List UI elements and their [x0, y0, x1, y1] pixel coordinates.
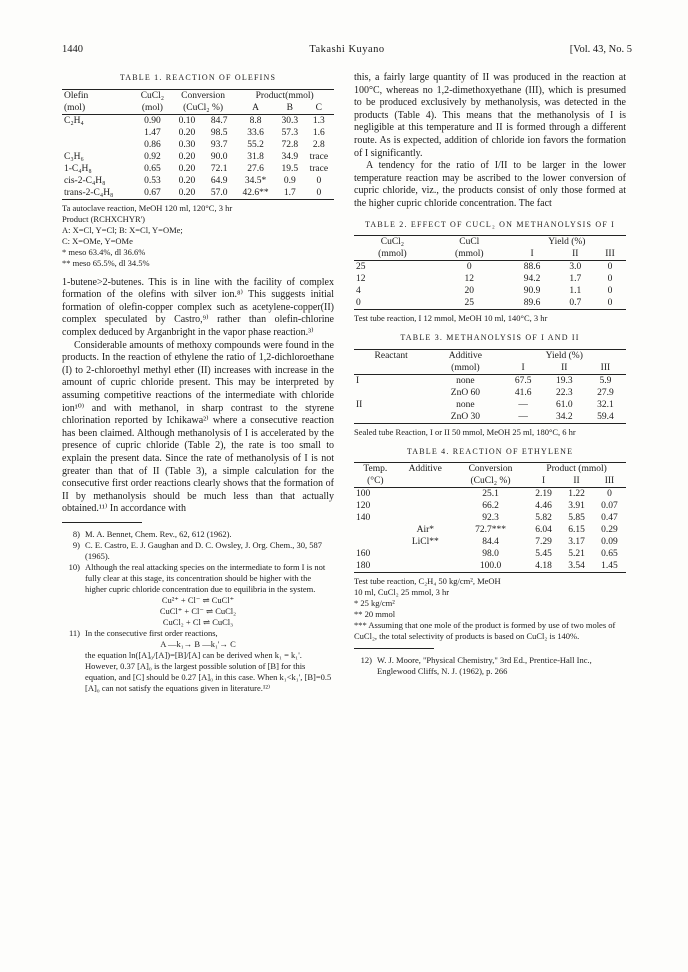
footnote: 10) Although the real attacking species on the intermediate to form I is not fully clear at this stage, its concentration should be higher with the higher cupric chloride concentration due to equilibria in the system. — [68, 561, 326, 594]
table-cell: 57.3 — [281, 127, 299, 138]
table-cell: 94.2 — [523, 274, 541, 285]
table-cell — [354, 387, 428, 399]
footnote: 9) C. E. Castro, E. J. Gaughan and D. C. Owsley, J. Org. Chem., 30, 587 (1965). — [72, 539, 323, 561]
table-row — [354, 399, 626, 411]
table-cell: 0.47 — [601, 513, 618, 524]
table-row — [62, 163, 334, 175]
table-cell — [354, 411, 428, 424]
table-cell: 4.18 — [535, 561, 552, 572]
table-cell: trace — [309, 163, 329, 174]
table-cell: C₂H₄ — [64, 115, 84, 126]
table4-title: TABLE 4. REACTION OF ETHYLENE — [406, 446, 574, 456]
table-cell: 3.91 — [568, 501, 585, 512]
footnote: 12) W. J. Moore, "Physical Chemistry," 3rd Ed., Prentice-Hall Inc., Englewood Cliffs, N. J. (1962), p. 266 — [360, 655, 592, 677]
table-cell: 57.0 — [210, 187, 228, 198]
table2-head: CuCl₂ — [380, 237, 405, 248]
table-cell: 0.86 — [144, 139, 161, 150]
table-cell: 90.9 — [523, 286, 541, 297]
table4-subhead: (°C) — [367, 476, 384, 487]
table-cell: 1.45 — [601, 561, 618, 572]
table4-subhead: III — [604, 476, 615, 487]
table-cell: 34.5* — [244, 175, 267, 186]
table1-subhead: (mol) — [141, 102, 163, 113]
table1-subhead: C — [315, 102, 323, 113]
table-note: Test tube reaction, C₂H₄ 50 kg/cm², MeOH — [354, 576, 501, 587]
table3-notes — [354, 427, 626, 438]
table-cell: 25 — [464, 298, 475, 309]
table-cell: 0.09 — [601, 537, 618, 548]
table2-subhead: III — [605, 249, 615, 260]
table-cell: 160 — [356, 549, 371, 560]
table-cell — [354, 536, 397, 548]
table-note: Ta autoclave reaction, MeOH 120 ml, 120°C, 3 hr — [62, 202, 233, 213]
table1-subhead: B — [286, 102, 293, 113]
table-cell: 0.67 — [144, 187, 161, 198]
table-cell: 100 — [356, 489, 371, 500]
table-row — [62, 151, 334, 163]
table-cell: 88.6 — [523, 262, 541, 273]
table-cell: 34.2 — [555, 411, 573, 422]
table-cell: 0 — [607, 274, 613, 285]
table-cell: 27.9 — [597, 387, 614, 398]
paragraph: A tendency for the ratio of I/II to be larger in the lower temperature reaction may be ascribed to the lower conversion of cupric chloride, viz., the products consist of only those formed at the higher cupric chloride concentration. The fact — [354, 160, 626, 209]
table-cell: 5.21 — [568, 549, 585, 560]
table-cell: 98.5 — [210, 127, 228, 138]
table1-notes — [62, 203, 334, 269]
table-cell: I — [356, 375, 360, 386]
table-cell: cis-2-C₄H₈ — [64, 175, 106, 186]
table-cell: 4 — [356, 286, 361, 297]
table-cell: C₃H₆ — [64, 151, 84, 162]
table-note: * meso 63.4%, dl 36.6% — [62, 246, 146, 257]
table-cell: 27.6 — [247, 163, 264, 174]
volume-label: [Vol. 43, No. 5 — [569, 44, 632, 55]
paragraph: Considerable amounts of methoxy compounds were found in the products. In the reaction of ethylene the ratio of 1,2-dichloroethane (I) to 2-chloroethyl methyl ether (II) increases with increase in the amount of cupric chloride present. This may be interpreted by assuming competitive reactions of the intermediate with chloride ion¹⁰⁾ and with methanol, in sharp contrast to the styrene chlorination reported by Ichikawa²⁾ where a consecutive reaction has been claimed. Although methanolysis of I is accelerated by the presence of cupric chloride (Table 2), the rate is too small to explain the present data. Since the rate of methanolysis of I is not greater than that of II (Table 3), a simple calculation for the consecutive first order reactions clearly shows that the formation of II by methanolysis should be much less than that actually obtained.¹¹⁾ In accordance with — [62, 339, 334, 515]
table-cell — [397, 488, 454, 501]
table-note: Product (RCHXCHYR') — [62, 213, 145, 224]
footnote-rule — [62, 522, 142, 523]
table-cell — [62, 127, 134, 139]
table-cell: trace — [309, 151, 329, 162]
running-author: Takashi Kuyano — [309, 44, 385, 55]
table-cell: 5.82 — [535, 513, 552, 524]
table-cell: 0 — [466, 262, 472, 273]
table-cell: 1.1 — [569, 286, 582, 297]
table-cell: 5.85 — [568, 513, 585, 524]
table4-subhead — [397, 475, 454, 488]
table-row — [354, 512, 626, 524]
table-cell: 5.9 — [599, 375, 612, 386]
table3-subhead: II — [561, 362, 568, 373]
table-cell: 0.20 — [178, 151, 196, 162]
right-column — [354, 72, 626, 677]
table-cell: trans-2-C₄H₈ — [64, 187, 114, 198]
table3-subhead: III — [600, 362, 611, 373]
table-cell: 19.3 — [555, 375, 573, 386]
table-cell: 84.7 — [210, 115, 228, 126]
table-cell: 64.9 — [210, 175, 228, 186]
table-cell — [397, 560, 454, 573]
table-cell: 180 — [356, 561, 371, 572]
table-cell: 12 — [464, 274, 475, 285]
table-cell: 32.1 — [597, 399, 614, 410]
table-cell: 25.1 — [482, 489, 499, 500]
table-cell: 0.20 — [178, 187, 196, 198]
table-cell — [397, 500, 454, 512]
footnote-rule — [354, 648, 434, 649]
paragraph: 1-butene>2-butenes. This is in line with the facility of complex formation of the olefins with silver ion.⁸⁾ This suggests initial formation of olefin-copper complex such as acetylene-copper(II) complex speculated by Castro,⁹⁾ rather than olefin-chlorine complex deduced by Arganbright in the vapor phase reaction.³⁾ — [62, 276, 334, 338]
table-cell: — — [518, 411, 528, 422]
table3-subhead — [354, 362, 428, 375]
right-body-text — [354, 72, 626, 211]
table-cell: 0.90 — [144, 115, 161, 126]
table3-subhead: (mmol) — [451, 362, 480, 373]
table-note: C: X=OMe, Y=OMe — [62, 235, 133, 246]
table-cell: 0.10 — [178, 115, 196, 126]
table-cell: 0.9 — [283, 175, 296, 186]
table-cell: 33.6 — [247, 127, 264, 138]
table4-head: Conversion — [468, 464, 513, 475]
table-row — [354, 285, 626, 297]
table2-subhead: II — [572, 249, 579, 260]
table3 — [354, 349, 626, 424]
table4-head: Temp. — [363, 464, 388, 475]
table-cell: 0.53 — [144, 175, 161, 186]
table-cell: 0 — [607, 489, 612, 500]
table-note: Sealed tube Reaction, I or II 50 mmol, MeOH 25 ml, 180°C, 6 hr — [354, 426, 576, 437]
reaction-scheme: A —k₁→ B —k₁'→ C — [160, 638, 236, 649]
table2-subhead: (mmol) — [455, 249, 484, 260]
table2-head: CuCl — [459, 237, 480, 248]
table-cell: 84.4 — [482, 537, 499, 548]
table1-head: CuCl₂ — [140, 90, 165, 101]
table-cell: 19.5 — [281, 163, 299, 174]
table4 — [354, 462, 626, 573]
table1-title: TABLE 1. REACTION OF OLEFINS — [119, 73, 277, 82]
table-cell: 0 — [356, 298, 361, 309]
table-cell: 31.8 — [247, 151, 264, 162]
table-cell: 0 — [607, 286, 613, 297]
table-cell: 59.4 — [597, 411, 614, 422]
table-note: ** 20 mmol — [354, 609, 396, 620]
table-cell: 93.7 — [210, 139, 228, 150]
table-cell: none — [456, 399, 475, 410]
table-cell: 61.0 — [555, 399, 573, 410]
table-cell: 3.17 — [568, 537, 585, 548]
table4-subhead: II — [573, 476, 580, 487]
table-cell: 42.6** — [242, 187, 269, 198]
table-cell: 3.54 — [568, 561, 585, 572]
table-cell: 0.30 — [178, 139, 196, 150]
table-cell: 3.0 — [569, 262, 582, 273]
table-row — [354, 488, 626, 501]
table3-title: TABLE 3. METHANOLYSIS OF I AND II — [400, 333, 580, 343]
table-cell: 120 — [356, 501, 371, 512]
table-cell: 72.1 — [210, 163, 228, 174]
table1-body — [62, 114, 334, 199]
table-row — [354, 560, 626, 573]
table3-head: Yield (%) — [545, 350, 583, 361]
table-cell: 1.6 — [312, 127, 325, 138]
table-cell: 1.22 — [568, 489, 585, 500]
table-cell: 0.07 — [601, 501, 618, 512]
table-row — [62, 127, 334, 139]
left-column — [62, 72, 334, 694]
table-cell: none — [456, 375, 475, 386]
table1-subhead: (CuCl₂ %) — [183, 102, 224, 113]
table-note: ** meso 65.5%, dl 34.5% — [62, 257, 150, 268]
table-cell: 66.2 — [482, 501, 499, 512]
table-note: 10 ml, CuCl₂ 25 mmol, 3 hr — [354, 587, 450, 598]
table2-subhead: (mmol) — [378, 249, 407, 260]
table-cell: — — [518, 399, 528, 410]
equilibrium-equation: Cu²⁺ + Cl⁻ ⇌ CuCl⁺ — [161, 594, 235, 605]
table-cell: 34.9 — [281, 151, 299, 162]
table-cell: 30.3 — [281, 115, 299, 126]
page-number: 1440 — [62, 44, 83, 55]
table-cell: 72.7*** — [475, 525, 506, 536]
table-cell: 6.15 — [568, 525, 585, 536]
table1-head: Conversion — [181, 90, 225, 101]
table-note: Test tube reaction, I 12 mmol, MeOH 10 ml, 140°C, 3 hr — [354, 313, 548, 324]
table-cell: 98.0 — [482, 549, 499, 560]
table-row — [354, 500, 626, 512]
table-cell — [397, 548, 454, 560]
table-cell: 0.20 — [178, 175, 196, 186]
table-cell: II — [356, 399, 363, 410]
table-cell: 55.2 — [247, 139, 264, 150]
table4-subhead: I — [542, 476, 546, 487]
table-cell: 92.3 — [482, 513, 499, 524]
table-cell: 1.3 — [312, 115, 325, 126]
table-cell: 20 — [464, 286, 475, 297]
table-row — [62, 114, 334, 127]
table1 — [62, 89, 334, 200]
table2-body — [354, 261, 626, 310]
table-cell: LiCl** — [411, 537, 439, 548]
table-cell: ZnO 60 — [450, 387, 481, 398]
table-cell: 0 — [607, 298, 613, 309]
table-row — [354, 387, 626, 399]
right-footnotes — [354, 655, 626, 677]
table-cell: 0 — [316, 175, 322, 186]
table4-notes — [354, 576, 626, 642]
table-row — [354, 273, 626, 285]
left-body-text — [62, 277, 334, 516]
table-cell: 1-C₄H₈ — [64, 163, 92, 174]
table2-notes — [354, 313, 626, 324]
table-row — [62, 187, 334, 200]
table2 — [354, 235, 626, 310]
left-footnotes — [62, 529, 334, 694]
table-cell: 0.65 — [601, 549, 618, 560]
table3-body — [354, 374, 626, 423]
table1-head: Product(mmol) — [255, 90, 314, 101]
table-cell: 41.6 — [514, 387, 532, 398]
table-cell — [354, 524, 397, 536]
table-cell: Air* — [416, 525, 434, 536]
table-cell: 0.29 — [601, 525, 618, 536]
table-cell: 2.19 — [535, 489, 552, 500]
table-cell: 0 — [316, 187, 322, 198]
table2-head: Yield (%) — [548, 237, 586, 248]
table4-head: Additive — [408, 464, 442, 475]
table1-subhead: A — [252, 102, 260, 113]
table-cell: 12 — [356, 274, 366, 285]
table-row — [354, 261, 626, 274]
table-cell: ZnO 30 — [450, 411, 481, 422]
table-cell: 1.7 — [283, 187, 296, 198]
table-row — [354, 524, 626, 536]
page-header — [62, 44, 632, 62]
table-cell: 1.47 — [144, 127, 161, 138]
table-cell: 22.3 — [555, 387, 573, 398]
table-note: * 25 kg/cm² — [354, 598, 395, 609]
table-cell: 2.8 — [312, 139, 325, 150]
table4-body — [354, 488, 626, 573]
table-cell: 0 — [607, 262, 613, 273]
table-cell: 100.0 — [479, 561, 502, 572]
paragraph: this, a fairly large quantity of II was produced in the reaction at 100°C, whereas no 1,2-dimethoxyethane (III), which is presumed to be produced exclusively by methanolysis, was detected in the products (Table 4). This means that the methanolysis of I is negligible at this temperature and II is formed through a different route. As is expected, addition of chloride ion favors the formation of I significantly. — [354, 72, 626, 159]
table-cell: 0.20 — [178, 127, 196, 138]
table-cell: 6.04 — [535, 525, 552, 536]
table-cell: 0.7 — [569, 298, 582, 309]
table-cell: 4.46 — [535, 501, 552, 512]
table3-head: Reactant — [374, 350, 408, 361]
table-row — [62, 139, 334, 151]
journal-page — [62, 44, 632, 944]
table-cell: 25 — [356, 262, 366, 273]
table1-subhead: (mol) — [64, 102, 86, 113]
table-row — [354, 536, 626, 548]
equilibrium-equation: CuCl₂ + Cl ⇌ CuCl₃ — [162, 616, 234, 627]
table-note: *** Assuming that one mole of the product is formed by use of two moles of CuCl₂, the total selectivity of products is based on CuCl₂ is 140%. — [354, 620, 616, 642]
table2-subhead: I — [530, 249, 534, 260]
table-row — [354, 374, 626, 387]
footnote: 11) In the consecutive first order reactions, — [68, 627, 218, 638]
table-cell: 72.8 — [281, 139, 299, 150]
footnote: 8) M. A. Bennet, Chem. Rev., 62, 612 (1962). — [72, 528, 232, 539]
table-cell: 0.92 — [144, 151, 161, 162]
footnote: the equation ln([A]₀/[A])=[B]/[A] can be derived when k₁ = k₁'. However, 0.37 [A]₀ is the largest possible solution of [B] for this equation, and [C] should be 0.27 [A]₀ in this case. When k₁<k₁', [B]=0.5 [A]₀ can not satisfy the equations given in literature.¹²⁾ — [85, 649, 332, 693]
table-cell: 0.65 — [144, 163, 161, 174]
table-cell — [62, 139, 134, 151]
table-row — [354, 297, 626, 310]
table-cell: 8.8 — [249, 115, 262, 126]
table-cell: 140 — [356, 513, 371, 524]
table-row — [62, 175, 334, 187]
table-cell: 0.20 — [178, 163, 196, 174]
table3-subhead: I — [521, 362, 525, 373]
table2-title: TABLE 2. EFFECT OF CUCL₂ ON METHANOLYSIS OF I — [364, 219, 616, 229]
table-cell: 5.45 — [535, 549, 552, 560]
table-row — [354, 548, 626, 560]
table-cell: 89.6 — [523, 298, 541, 309]
table4-subhead: (CuCl₂ %) — [470, 476, 511, 487]
equilibrium-equation: CuCl⁺ + Cl⁻ ⇌ CuCl₂ — [159, 605, 237, 616]
table-cell: 67.5 — [514, 375, 532, 386]
table3-head: Additive — [448, 350, 483, 361]
table-cell: 7.29 — [535, 537, 552, 548]
table1-head: Olefin — [64, 90, 89, 101]
table-cell: 90.0 — [210, 151, 228, 162]
table4-head: Product (mmol) — [546, 464, 607, 475]
table-cell — [397, 512, 454, 524]
table-cell: 1.7 — [569, 274, 582, 285]
table-note: A: X=Cl, Y=Cl; B: X=Cl, Y=OMe; — [62, 224, 183, 235]
table-row — [354, 411, 626, 424]
